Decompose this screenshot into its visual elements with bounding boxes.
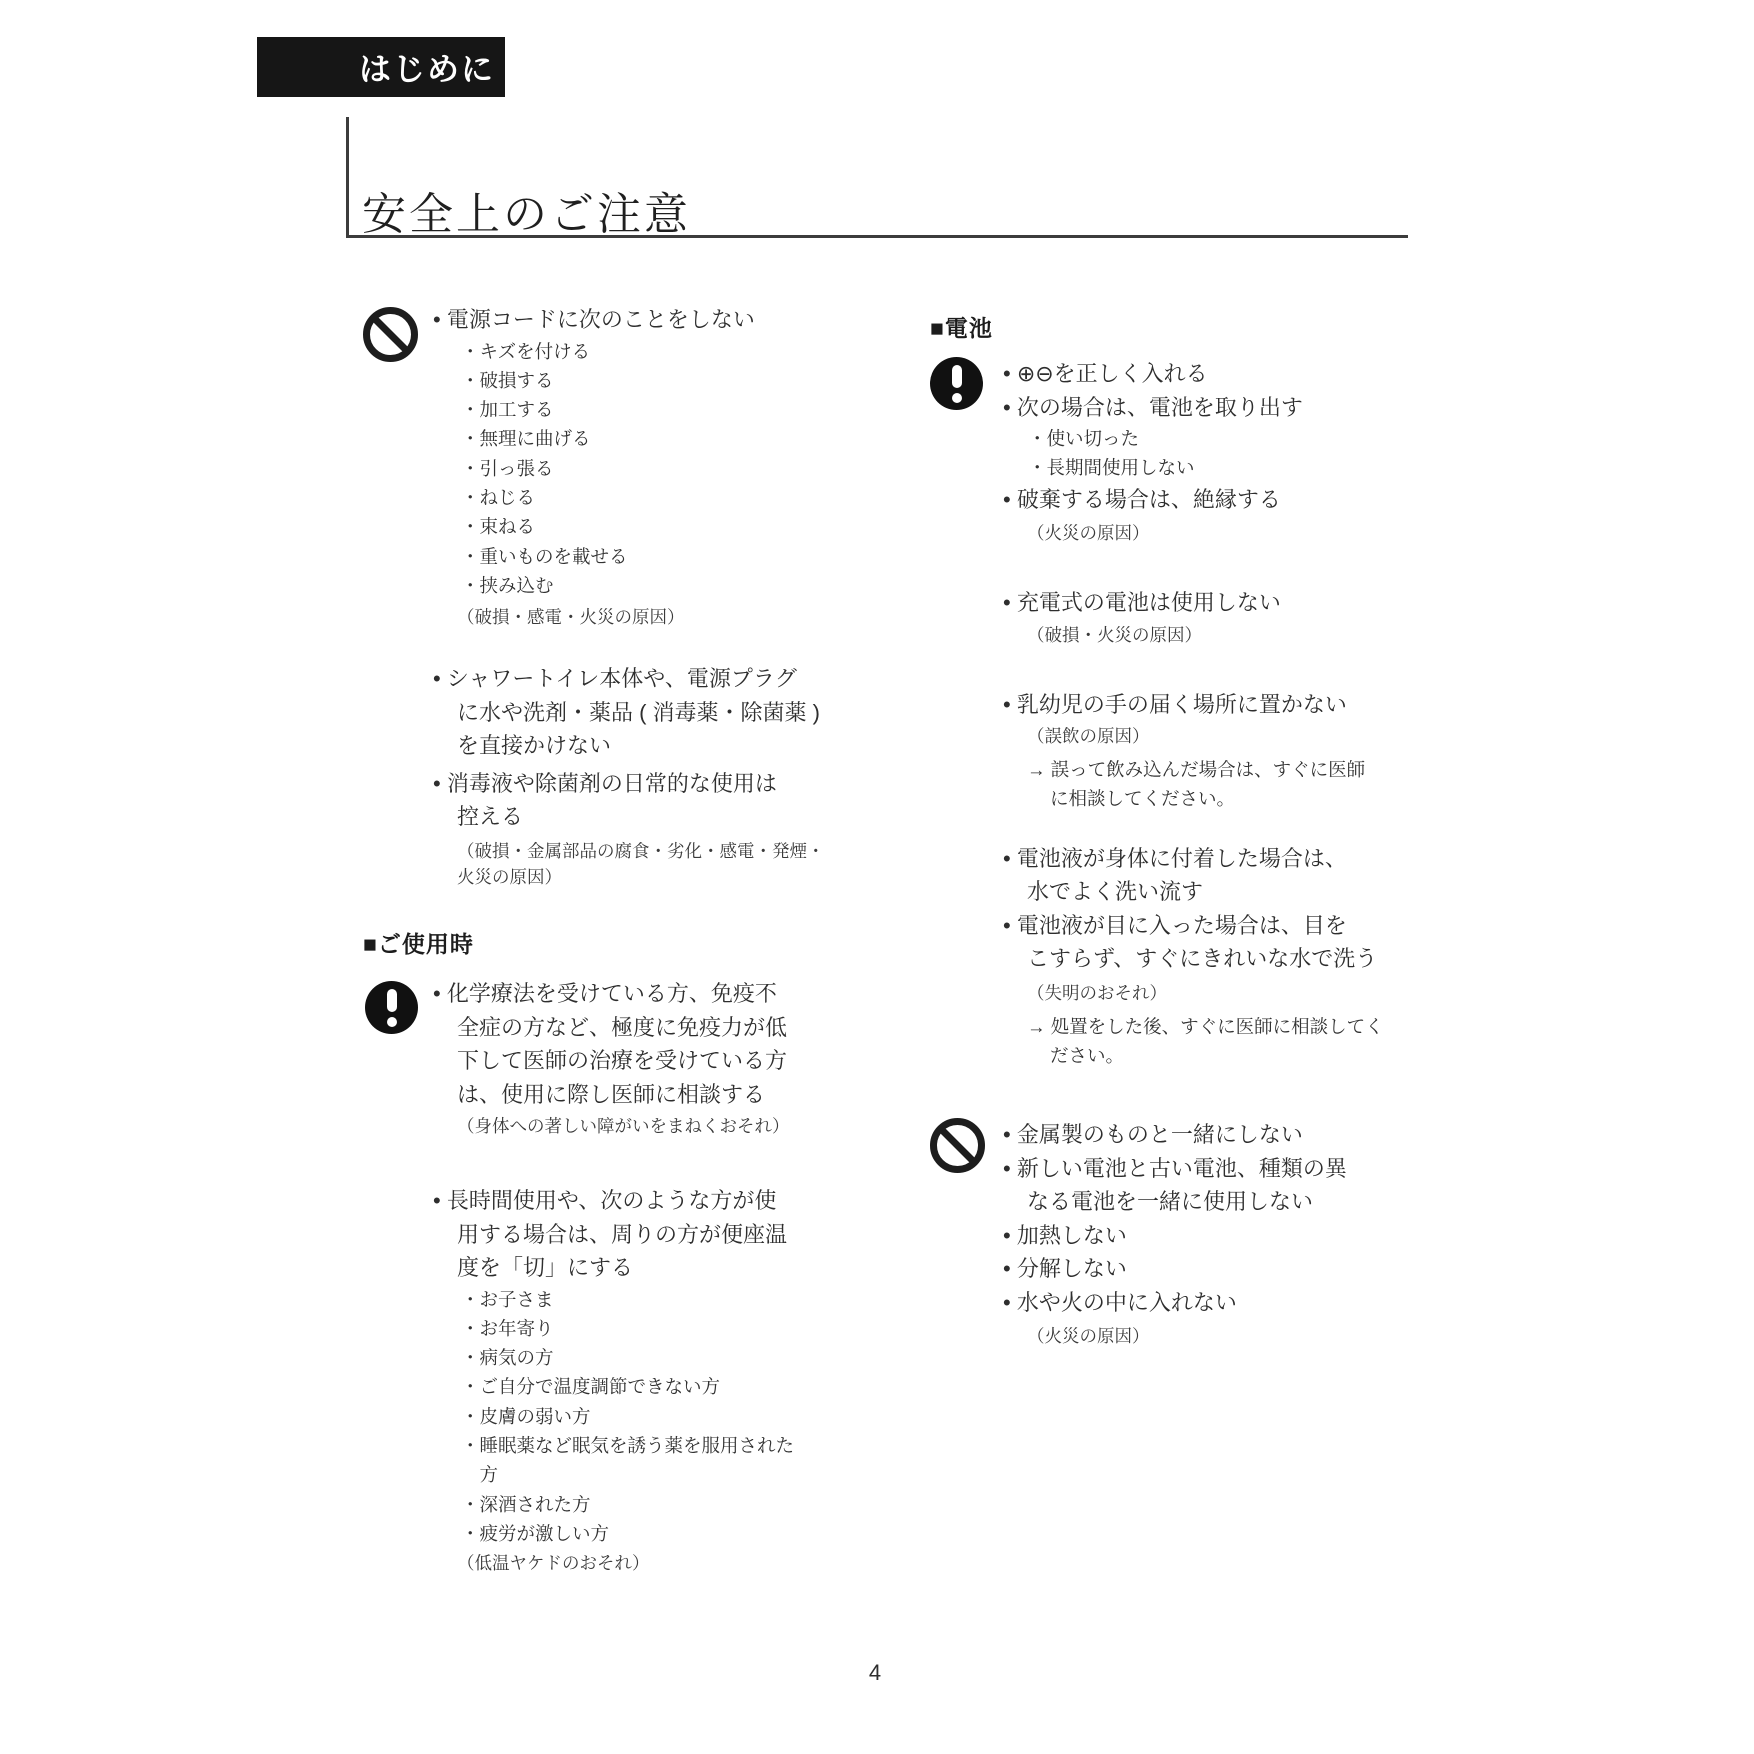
list-item: ・皮膚の弱い方 xyxy=(461,1405,591,1427)
mandatory-icon xyxy=(365,981,418,1034)
precaution-sublist xyxy=(433,1285,903,1549)
list-item: ・長期間使用しない xyxy=(1028,457,1195,479)
precaution-sublist xyxy=(433,337,903,601)
right-column-block xyxy=(1003,357,1473,1349)
precaution-item: • 消毒液や除菌剤の日常的な使用は xyxy=(433,770,777,796)
precaution-item-line: を直接かけない xyxy=(457,733,612,759)
precaution-item: • 電源コードに次のことをしない xyxy=(433,307,755,332)
list-item: ・加工する xyxy=(461,399,554,421)
advice-note-line: ださい。 xyxy=(1050,1044,1125,1066)
cause-note: （誤飲の原因） xyxy=(1027,726,1150,747)
prohibition-icon xyxy=(930,1118,985,1173)
precaution-item-line: 用する場合は、周りの方が便座温 xyxy=(457,1221,788,1247)
cause-note: （破損・火災の原因） xyxy=(1027,624,1202,645)
list-item: ・束ねる xyxy=(461,516,536,538)
precaution-item: • ⊕⊖を正しく入れる xyxy=(1003,361,1208,386)
cause-note: （火災の原因） xyxy=(1027,1326,1150,1347)
section-heading-use: ■ご使用時 xyxy=(363,931,474,957)
list-item: ・お年寄り xyxy=(461,1317,554,1339)
precaution-item: • 電池液が目に入った場合は、目を xyxy=(1003,912,1347,938)
list-item: ・重いものを載せる xyxy=(461,545,628,567)
list-item: ・無理に曲げる xyxy=(461,428,591,450)
cause-note: （破損・金属部品の腐食・劣化・感電・発煙・ xyxy=(457,840,825,861)
precaution-item: • 金属製のものと一緒にしない xyxy=(1003,1122,1303,1148)
advice-note-line: に相談してください。 xyxy=(1050,788,1236,810)
precaution-item: • 次の場合は、電池を取り出す xyxy=(1003,394,1303,420)
mandatory-icon xyxy=(930,357,983,410)
page-title: 安全上のご注意 xyxy=(362,190,691,239)
cause-note: （火災の原因） xyxy=(1027,523,1150,544)
list-item: ・睡眠薬など眠気を誘う薬を服用された xyxy=(461,1434,795,1456)
precaution-sublist xyxy=(1003,424,1473,483)
precaution-item: • 新しい電池と古い電池、種類の異 xyxy=(1003,1155,1347,1181)
list-item: ・破損する xyxy=(461,369,554,391)
left-column-block-1 xyxy=(433,303,903,890)
precaution-item-line: に水や洗剤・薬品 ( 消毒薬・除菌薬 ) xyxy=(457,699,820,725)
precaution-item-line: 控える xyxy=(457,804,524,830)
cause-note: （失明のおそれ） xyxy=(1027,982,1167,1003)
list-item: ・病気の方 xyxy=(461,1347,554,1369)
cause-note-line: 火災の原因） xyxy=(457,866,562,887)
title-side-rule xyxy=(346,117,349,238)
precaution-item-line: は、使用に際し医師に相談する xyxy=(457,1081,766,1107)
list-item: ・ねじる xyxy=(461,486,536,508)
section-heading-battery: ■電池 xyxy=(930,315,993,341)
precaution-item-line: 下して医師の治療を受けている方 xyxy=(457,1048,788,1073)
precaution-item: • 充電式の電池は使用しない xyxy=(1003,590,1281,616)
list-item: ・使い切った xyxy=(1028,428,1140,449)
advice-note: → 誤って飲み込んだ場合は、すぐに医師 xyxy=(1027,759,1366,781)
page-number: 4 xyxy=(868,1660,882,1685)
precaution-item-line: なる電池を一緒に使用しない xyxy=(1027,1189,1314,1215)
precaution-item-line: 全症の方など、極度に免疫力が低 xyxy=(457,1014,788,1040)
precaution-item-line: こすらず、すぐにきれいな水で洗う xyxy=(1027,946,1378,972)
list-item: 方 xyxy=(461,1464,499,1486)
precaution-item: • 電池液が身体に付着した場合は、 xyxy=(1003,845,1347,871)
list-item: ・引っ張る xyxy=(461,457,554,479)
precaution-item: • シャワートイレ本体や、電源プラグ xyxy=(433,666,797,692)
precaution-item: • 乳幼児の手の届く場所に置かない xyxy=(1003,691,1347,717)
cause-note: （身体への著しい障がいをまねくおそれ） xyxy=(457,1116,790,1136)
precaution-item-line: 度を「切」にする xyxy=(457,1255,634,1280)
list-item: ・お子さま xyxy=(461,1288,554,1310)
list-item: ・疲労が激しい方 xyxy=(461,1522,610,1544)
prohibition-icon xyxy=(363,307,418,362)
precaution-item: • 破棄する場合は、絶縁する xyxy=(1003,486,1281,512)
cause-note: （破損・感電・火災の原因） xyxy=(457,607,685,628)
list-item: ・挟み込む xyxy=(461,574,554,596)
list-item: ・キズを付ける xyxy=(461,340,591,362)
left-column-block-2 xyxy=(433,977,903,1576)
precaution-item: • 水や火の中に入れない xyxy=(1003,1289,1237,1315)
advice-note: → 処置をした後、すぐに医師に相談してく xyxy=(1027,1015,1384,1037)
section-tab xyxy=(257,37,505,97)
precaution-item: • 加熱しない xyxy=(1003,1222,1127,1248)
section-tab-label: はじめに xyxy=(358,51,495,87)
precaution-item-line: 水でよく洗い流す xyxy=(1027,879,1204,905)
list-item: ・ご自分で温度調節できない方 xyxy=(461,1376,721,1398)
precaution-item: • 長時間使用や、次のような方が使 xyxy=(433,1188,777,1213)
list-item: ・深酒された方 xyxy=(461,1493,591,1515)
precaution-item: • 化学療法を受けている方、免疫不 xyxy=(433,981,777,1006)
precaution-item: • 分解しない xyxy=(1003,1256,1127,1282)
cause-note: （低温ヤケドのおそれ） xyxy=(457,1553,650,1574)
